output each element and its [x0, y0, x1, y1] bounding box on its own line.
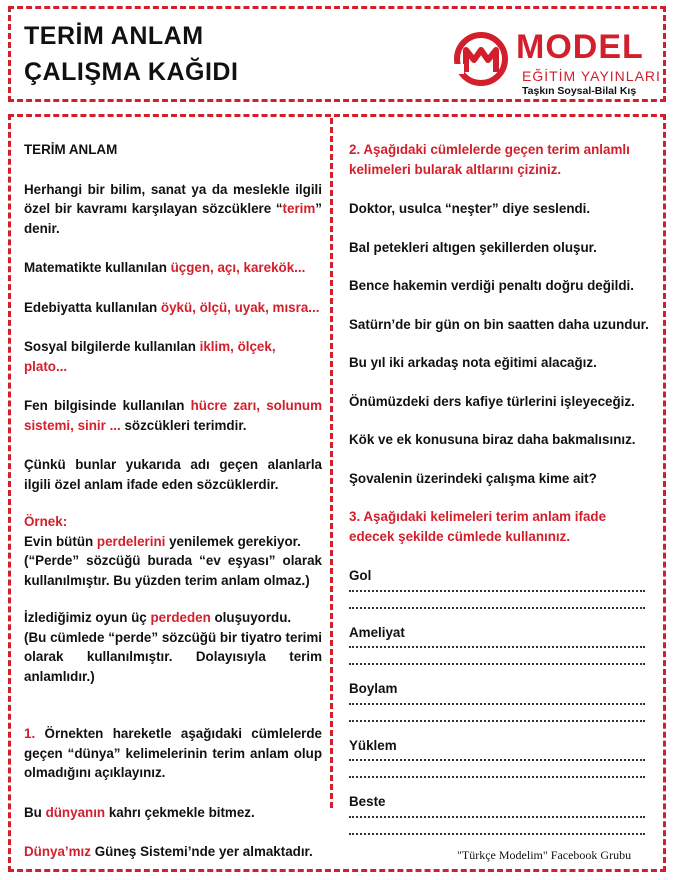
answer-line[interactable] [349, 607, 645, 609]
science-example: Fen bilgisinde kullanılan hücre zarı, solunum sistemi, sinir ... sözcükleri terimdir. [24, 398, 322, 433]
answer-line[interactable] [349, 833, 645, 835]
answer-line[interactable] [349, 663, 645, 665]
right-column [349, 140, 649, 835]
left-column [24, 140, 322, 862]
example-1-sentence: Evin bütün perdelerini yenilemek gerekiyor. [24, 533, 301, 549]
question-2-sentence: Bu yıl iki arkadaş nota eğitimi alacağız. [349, 355, 597, 370]
answer-line[interactable] [349, 646, 645, 648]
example-2-sentence: İzlediğimiz oyun üç perdeden oluşuyordu. [24, 610, 292, 625]
logo-name: MODEL [516, 28, 644, 66]
column-divider [330, 118, 333, 808]
question-3-word: Yüklem [349, 737, 397, 753]
answer-line[interactable] [349, 776, 645, 778]
section-heading: TERİM ANLAM [24, 142, 118, 157]
definition-text: Herhangi bir bilim, sanat ya da meslekle ilgili özel bir kavramı karşılayan sözcüklere “terim” denir. [24, 181, 322, 236]
model-logo-icon [452, 32, 510, 86]
question-2-sentence: Satürn’de bir gün on bin saatten daha uzundur. [349, 316, 649, 332]
question-2-sentence: Önümüzdeki ders kafiye türlerini işleyeceğiz. [349, 393, 635, 409]
question-3: 3. Aşağıdaki kelimeleri terim anlam ifade edecek şekilde cümlede kullanınız. [349, 509, 607, 544]
question-2-sentence: Şovalenin üzerindeki çalışma kime ait? [349, 470, 597, 486]
publisher-logo [452, 28, 662, 98]
question-3-word: Ameliyat [349, 624, 405, 640]
answer-line[interactable] [349, 703, 645, 705]
question-2-sentence: Bence hakemin verdiği penaltı doğru değildi. [349, 278, 634, 293]
question-3-word: Boylam [349, 681, 398, 696]
logo-authors: Taşkın Soysal-Bilal Kış [522, 85, 637, 97]
answer-line[interactable] [349, 759, 645, 761]
question-3-word: Beste [349, 794, 386, 809]
example-2-note: (Bu cümlede “perde” sözcüğü bir tiyatro terimi olarak kullanılmıştır. Dolayısıyla terim anlamlıdır.) [24, 629, 322, 684]
question-3-word: Gol [349, 568, 372, 583]
literature-example: Edebiyatta kullanılan öykü, ölçü, uyak, mısra... [24, 299, 320, 315]
logo-subtitle: EĞİTİM YAYINLARI [522, 68, 661, 84]
question-1-sentence-2: Dünya’mız Güneş Sistemi’nde yer almaktadır. [24, 844, 313, 859]
question-1-sentence-1: Bu dünyanın kahrı çekmekle bitmez. [24, 804, 255, 820]
question-1: 1. Örnekten hareketle aşağıdaki cümlelerde geçen “dünya” kelimelerinin terim anlam olup olmadığını açıklayınız. [24, 726, 322, 780]
question-2: 2. Aşağıdaki cümlelerde geçen terim anlamlı kelimeleri bularak altlarını çiziniz. [349, 142, 630, 177]
footer-credit: "Türkçe Modelim" Facebook Grubu [457, 848, 632, 862]
question-2-sentence: Doktor, usulca “neşter” diye seslendi. [349, 201, 591, 216]
answer-line[interactable] [349, 590, 645, 592]
example-1-note: (“Perde” sözcüğü burada “ev eşyası” olarak kullanılmıştır. Bu yüzden terim anlam olmaz.) [24, 553, 322, 588]
question-2-sentence: Bal petekleri altıgen şekillerden oluşur. [349, 239, 597, 255]
answer-line[interactable] [349, 720, 645, 722]
answer-line[interactable] [349, 816, 645, 818]
math-example: Matematikte kullanılan üçgen, açı, karekök... [24, 260, 306, 275]
page-title-line-1: TERİM ANLAM [24, 22, 204, 50]
question-2-sentence: Kök ve ek konusuna biraz daha bakmalısınız. [349, 432, 636, 447]
page-title-line-2: ÇALIŞMA KAĞIDI [24, 58, 239, 86]
example-label: Örnek: [24, 514, 68, 529]
social-example: Sosyal bilgilerde kullanılan iklim, ölçek, plato... [24, 339, 276, 374]
explanation-text: Çünkü bunlar yukarıda adı geçen alanlarla ilgili özel anlam ifade eden sözcüklerdir. [24, 457, 322, 492]
